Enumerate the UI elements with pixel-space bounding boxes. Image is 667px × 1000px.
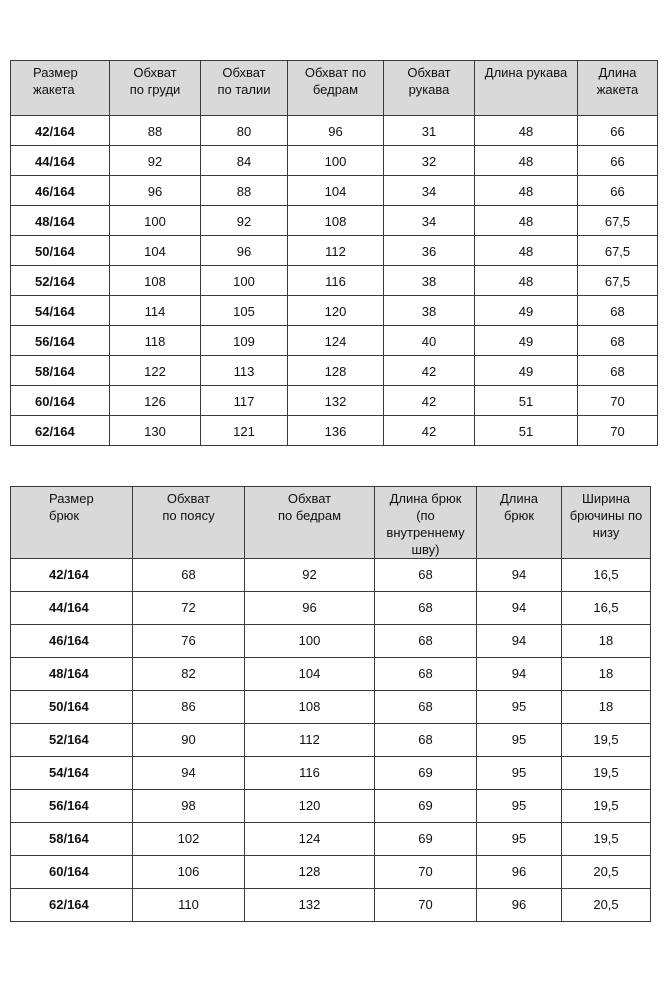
pants-value-cell: 82 bbox=[133, 658, 245, 691]
jacket-table-row bbox=[11, 296, 658, 326]
pants-value-cell: 16,5 bbox=[562, 592, 651, 625]
pants-value-cell: 124 bbox=[245, 823, 375, 856]
pants-size-cell: 54/164 bbox=[11, 757, 133, 790]
pants-size-cell: 58/164 bbox=[11, 823, 133, 856]
jacket-value-cell: 136 bbox=[288, 416, 384, 446]
pants-value-cell: 96 bbox=[477, 856, 562, 889]
jacket-table-row bbox=[11, 116, 658, 146]
pants-value-cell: 19,5 bbox=[562, 757, 651, 790]
jacket-value-cell: 38 bbox=[384, 296, 475, 326]
jacket-table-row bbox=[11, 206, 658, 236]
jacket-value-cell: 128 bbox=[288, 356, 384, 386]
pants-value-cell: 20,5 bbox=[562, 856, 651, 889]
jacket-table-row bbox=[11, 146, 658, 176]
pants-value-cell: 68 bbox=[375, 559, 477, 592]
pants-value-cell: 102 bbox=[133, 823, 245, 856]
jacket-value-cell: 96 bbox=[201, 236, 288, 266]
jacket-header-cell bbox=[11, 61, 110, 116]
jacket-header-cell bbox=[384, 61, 475, 116]
jacket-value-cell: 118 bbox=[110, 326, 201, 356]
jacket-value-cell: 49 bbox=[475, 326, 578, 356]
jacket-header-label: Обхват по талии bbox=[217, 65, 271, 97]
jacket-header-cell bbox=[201, 61, 288, 116]
jacket-value-cell: 48 bbox=[475, 176, 578, 206]
jacket-value-cell: 96 bbox=[288, 116, 384, 146]
jacket-size-cell: 62/164 bbox=[11, 416, 110, 446]
jacket-header-cell bbox=[288, 61, 384, 116]
jacket-value-cell: 42 bbox=[384, 386, 475, 416]
jacket-value-cell: 108 bbox=[288, 206, 384, 236]
pants-value-cell: 96 bbox=[245, 592, 375, 625]
pants-header-label: Обхват по бедрам bbox=[277, 491, 342, 523]
jacket-header-label: Длина рукава bbox=[484, 65, 568, 80]
jacket-value-cell: 104 bbox=[110, 236, 201, 266]
jacket-table-row bbox=[11, 236, 658, 266]
jacket-size-cell: 46/164 bbox=[11, 176, 110, 206]
jacket-value-cell: 132 bbox=[288, 386, 384, 416]
pants-header-cell bbox=[245, 487, 375, 559]
jacket-value-cell: 117 bbox=[201, 386, 288, 416]
pants-value-cell: 100 bbox=[245, 625, 375, 658]
pants-value-cell: 86 bbox=[133, 691, 245, 724]
pants-size-cell: 44/164 bbox=[11, 592, 133, 625]
jacket-table-row bbox=[11, 326, 658, 356]
jacket-size-cell: 42/164 bbox=[11, 116, 110, 146]
pants-table-row bbox=[11, 790, 651, 823]
jacket-header-cell bbox=[578, 61, 658, 116]
pants-value-cell: 68 bbox=[133, 559, 245, 592]
pants-value-cell: 19,5 bbox=[562, 790, 651, 823]
jacket-table-row bbox=[11, 416, 658, 446]
jacket-value-cell: 67,5 bbox=[578, 206, 658, 236]
jacket-value-cell: 113 bbox=[201, 356, 288, 386]
pants-header-label: Ширина брючины по низу bbox=[569, 491, 643, 540]
pants-value-cell: 128 bbox=[245, 856, 375, 889]
jacket-size-cell: 48/164 bbox=[11, 206, 110, 236]
pants-value-cell: 68 bbox=[375, 658, 477, 691]
jacket-value-cell: 36 bbox=[384, 236, 475, 266]
pants-header-cell bbox=[562, 487, 651, 559]
jacket-value-cell: 124 bbox=[288, 326, 384, 356]
jacket-value-cell: 48 bbox=[475, 236, 578, 266]
jacket-value-cell: 126 bbox=[110, 386, 201, 416]
pants-value-cell: 110 bbox=[133, 889, 245, 922]
pants-header-cell bbox=[133, 487, 245, 559]
pants-value-cell: 104 bbox=[245, 658, 375, 691]
pants-value-cell: 68 bbox=[375, 625, 477, 658]
jacket-table-row bbox=[11, 266, 658, 296]
jacket-value-cell: 108 bbox=[110, 266, 201, 296]
jacket-value-cell: 31 bbox=[384, 116, 475, 146]
jacket-value-cell: 51 bbox=[475, 386, 578, 416]
jacket-value-cell: 32 bbox=[384, 146, 475, 176]
jacket-value-cell: 40 bbox=[384, 326, 475, 356]
jacket-header-label: Размер жакета bbox=[33, 65, 78, 97]
pants-header-cell bbox=[477, 487, 562, 559]
pants-value-cell: 92 bbox=[245, 559, 375, 592]
pants-value-cell: 94 bbox=[133, 757, 245, 790]
pants-value-cell: 94 bbox=[477, 658, 562, 691]
jacket-value-cell: 42 bbox=[384, 416, 475, 446]
pants-header-label: Размер брюк bbox=[49, 491, 94, 523]
jacket-value-cell: 88 bbox=[110, 116, 201, 146]
pants-value-cell: 132 bbox=[245, 889, 375, 922]
jacket-value-cell: 34 bbox=[384, 176, 475, 206]
jacket-header-row bbox=[11, 61, 658, 116]
jacket-size-cell: 56/164 bbox=[11, 326, 110, 356]
jacket-header-label: Длина жакета bbox=[596, 65, 639, 97]
pants-size-cell: 60/164 bbox=[11, 856, 133, 889]
pants-table-row bbox=[11, 658, 651, 691]
pants-value-cell: 68 bbox=[375, 724, 477, 757]
jacket-size-cell: 44/164 bbox=[11, 146, 110, 176]
jacket-value-cell: 100 bbox=[201, 266, 288, 296]
jacket-size-table bbox=[10, 60, 658, 446]
pants-value-cell: 20,5 bbox=[562, 889, 651, 922]
pants-value-cell: 95 bbox=[477, 757, 562, 790]
jacket-table-row bbox=[11, 356, 658, 386]
jacket-value-cell: 70 bbox=[578, 416, 658, 446]
pants-value-cell: 120 bbox=[245, 790, 375, 823]
jacket-header-label: Обхват по бедрам bbox=[304, 65, 367, 97]
pants-header-row bbox=[11, 487, 651, 559]
jacket-value-cell: 68 bbox=[578, 356, 658, 386]
pants-size-table bbox=[10, 486, 651, 922]
jacket-value-cell: 49 bbox=[475, 296, 578, 326]
jacket-table-row bbox=[11, 176, 658, 206]
pants-value-cell: 76 bbox=[133, 625, 245, 658]
pants-size-cell: 50/164 bbox=[11, 691, 133, 724]
pants-table-row bbox=[11, 757, 651, 790]
jacket-size-cell: 60/164 bbox=[11, 386, 110, 416]
pants-value-cell: 68 bbox=[375, 691, 477, 724]
pants-header-label: Обхват по поясу bbox=[162, 491, 215, 523]
jacket-value-cell: 48 bbox=[475, 116, 578, 146]
pants-value-cell: 96 bbox=[477, 889, 562, 922]
jacket-value-cell: 70 bbox=[578, 386, 658, 416]
pants-value-cell: 95 bbox=[477, 724, 562, 757]
jacket-value-cell: 48 bbox=[475, 206, 578, 236]
pants-value-cell: 68 bbox=[375, 592, 477, 625]
pants-value-cell: 18 bbox=[562, 658, 651, 691]
pants-value-cell: 70 bbox=[375, 856, 477, 889]
jacket-value-cell: 122 bbox=[110, 356, 201, 386]
jacket-value-cell: 104 bbox=[288, 176, 384, 206]
pants-table-row bbox=[11, 823, 651, 856]
pants-value-cell: 16,5 bbox=[562, 559, 651, 592]
pants-value-cell: 18 bbox=[562, 691, 651, 724]
jacket-value-cell: 66 bbox=[578, 176, 658, 206]
pants-table-row bbox=[11, 889, 651, 922]
jacket-header-cell bbox=[475, 61, 578, 116]
jacket-value-cell: 42 bbox=[384, 356, 475, 386]
jacket-size-cell: 58/164 bbox=[11, 356, 110, 386]
pants-table-row bbox=[11, 856, 651, 889]
jacket-value-cell: 100 bbox=[288, 146, 384, 176]
jacket-table-row bbox=[11, 386, 658, 416]
jacket-value-cell: 48 bbox=[475, 266, 578, 296]
jacket-value-cell: 66 bbox=[578, 116, 658, 146]
jacket-value-cell: 66 bbox=[578, 146, 658, 176]
pants-header-label: Длина брюк (по внутреннему шву) bbox=[386, 491, 465, 557]
pants-value-cell: 95 bbox=[477, 790, 562, 823]
jacket-value-cell: 80 bbox=[201, 116, 288, 146]
jacket-value-cell: 38 bbox=[384, 266, 475, 296]
jacket-value-cell: 92 bbox=[110, 146, 201, 176]
jacket-size-cell: 52/164 bbox=[11, 266, 110, 296]
jacket-value-cell: 96 bbox=[110, 176, 201, 206]
pants-header-cell bbox=[375, 487, 477, 559]
jacket-value-cell: 67,5 bbox=[578, 266, 658, 296]
jacket-value-cell: 105 bbox=[201, 296, 288, 326]
jacket-value-cell: 100 bbox=[110, 206, 201, 236]
pants-size-cell: 62/164 bbox=[11, 889, 133, 922]
pants-value-cell: 18 bbox=[562, 625, 651, 658]
pants-value-cell: 94 bbox=[477, 592, 562, 625]
jacket-header-label: Обхват по груди bbox=[129, 65, 181, 97]
jacket-value-cell: 114 bbox=[110, 296, 201, 326]
pants-size-cell: 48/164 bbox=[11, 658, 133, 691]
jacket-value-cell: 92 bbox=[201, 206, 288, 236]
pants-value-cell: 98 bbox=[133, 790, 245, 823]
pants-table-row bbox=[11, 724, 651, 757]
jacket-value-cell: 112 bbox=[288, 236, 384, 266]
pants-table-row bbox=[11, 625, 651, 658]
pants-value-cell: 69 bbox=[375, 790, 477, 823]
pants-value-cell: 69 bbox=[375, 757, 477, 790]
pants-value-cell: 116 bbox=[245, 757, 375, 790]
jacket-value-cell: 49 bbox=[475, 356, 578, 386]
jacket-size-cell: 54/164 bbox=[11, 296, 110, 326]
jacket-value-cell: 68 bbox=[578, 296, 658, 326]
jacket-value-cell: 84 bbox=[201, 146, 288, 176]
pants-size-cell: 56/164 bbox=[11, 790, 133, 823]
pants-value-cell: 72 bbox=[133, 592, 245, 625]
jacket-value-cell: 68 bbox=[578, 326, 658, 356]
pants-header-cell bbox=[11, 487, 133, 559]
jacket-value-cell: 51 bbox=[475, 416, 578, 446]
pants-value-cell: 69 bbox=[375, 823, 477, 856]
pants-value-cell: 112 bbox=[245, 724, 375, 757]
jacket-value-cell: 120 bbox=[288, 296, 384, 326]
jacket-value-cell: 88 bbox=[201, 176, 288, 206]
pants-size-cell: 46/164 bbox=[11, 625, 133, 658]
pants-table-row bbox=[11, 592, 651, 625]
pants-value-cell: 19,5 bbox=[562, 724, 651, 757]
pants-value-cell: 106 bbox=[133, 856, 245, 889]
jacket-size-cell: 50/164 bbox=[11, 236, 110, 266]
pants-table-row bbox=[11, 691, 651, 724]
pants-size-cell: 42/164 bbox=[11, 559, 133, 592]
pants-value-cell: 95 bbox=[477, 823, 562, 856]
pants-value-cell: 70 bbox=[375, 889, 477, 922]
pants-value-cell: 108 bbox=[245, 691, 375, 724]
jacket-value-cell: 48 bbox=[475, 146, 578, 176]
jacket-header-cell bbox=[110, 61, 201, 116]
jacket-value-cell: 121 bbox=[201, 416, 288, 446]
pants-header-label: Длина брюк bbox=[499, 491, 539, 523]
jacket-value-cell: 34 bbox=[384, 206, 475, 236]
pants-table-row bbox=[11, 559, 651, 592]
pants-value-cell: 90 bbox=[133, 724, 245, 757]
jacket-value-cell: 109 bbox=[201, 326, 288, 356]
pants-value-cell: 94 bbox=[477, 559, 562, 592]
jacket-value-cell: 116 bbox=[288, 266, 384, 296]
pants-size-cell: 52/164 bbox=[11, 724, 133, 757]
jacket-header-label: Обхват рукава bbox=[407, 65, 451, 97]
jacket-value-cell: 130 bbox=[110, 416, 201, 446]
pants-value-cell: 95 bbox=[477, 691, 562, 724]
pants-value-cell: 19,5 bbox=[562, 823, 651, 856]
jacket-value-cell: 67,5 bbox=[578, 236, 658, 266]
pants-value-cell: 94 bbox=[477, 625, 562, 658]
